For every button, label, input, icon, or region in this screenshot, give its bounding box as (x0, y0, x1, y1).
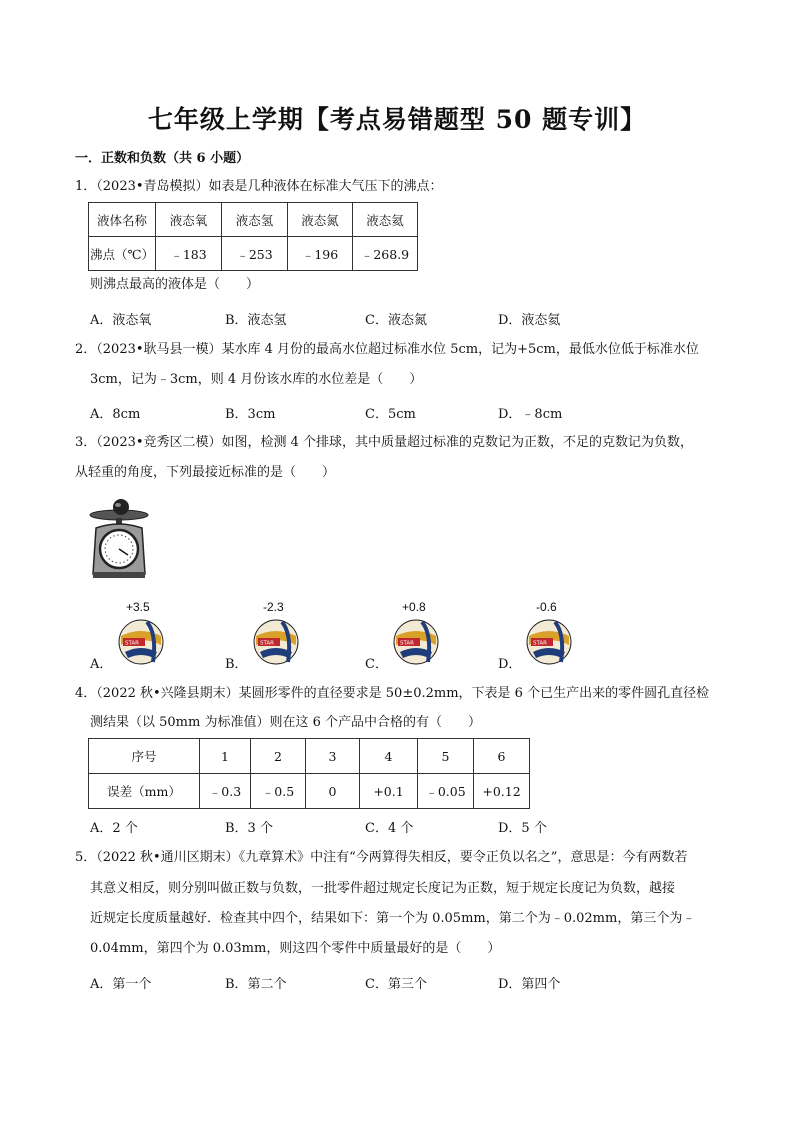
q1-question: 则沸点最高的液体是（ ） (90, 277, 260, 292)
q4-row-cell: +0.1 (360, 774, 418, 809)
q2-option-a: A．8cm (90, 407, 141, 422)
ball-weight-label: +3.5 (126, 600, 150, 614)
ball-weight-label: -0.6 (536, 600, 557, 614)
q4-header-cell: 序号 (89, 739, 200, 774)
q4-option-b: B．3 个 (225, 821, 273, 836)
q1-option-a: A．液态氧 (90, 313, 152, 328)
q1-row-cell: ﹣183 (156, 237, 222, 271)
q1-header-cell: 液态氮 (288, 203, 353, 237)
q3-option-letter: C． (365, 657, 388, 672)
q4-header-cell: 2 (251, 739, 306, 774)
q3-option-a (90, 600, 190, 670)
q5-option-a: A．第一个 (90, 977, 152, 992)
q5-option-b: B．第二个 (225, 977, 287, 992)
volleyball-icon (117, 618, 165, 666)
q1-row-cell: ﹣196 (288, 237, 353, 271)
q4-header-cell: 1 (200, 739, 251, 774)
ball-weight-label: -2.3 (263, 600, 284, 614)
q5-line-3: 近规定长度质量越好．检查其中四个，结果如下：第一个为 0.05mm，第二个为﹣0.02mm，第三个为﹣ (90, 911, 696, 926)
section-heading: 一．正数和负数（共 6 小题） (75, 151, 250, 166)
scale-image (88, 498, 150, 580)
q4-row-cell: ﹣0.05 (418, 774, 474, 809)
svg-text:STAR: STAR (533, 640, 548, 647)
q5-line-2: 其意义相反，则分别叫做正数与负数，一批零件超过规定长度记为正数，短于规定长度记为负数，越接 (90, 881, 676, 896)
q3-option-letter: B． (225, 657, 248, 672)
q1-row-cell: ﹣268.9 (353, 237, 418, 271)
q4-row-cell: 误差（mm） (89, 774, 200, 809)
svg-text:STAR: STAR (260, 640, 275, 647)
q4-line-1: 4．（2022 秋•兴隆县期末）某圆形零件的直径要求是 50±0.2mm，下表是 6 个已生产出来的零件圆孔直径检 (75, 686, 710, 701)
q3-option-d (498, 600, 598, 670)
q4-option-c: C．4 个 (365, 821, 414, 836)
q4-row-cell: +0.12 (474, 774, 530, 809)
q4-table (88, 738, 530, 809)
q4-header-cell: 5 (418, 739, 474, 774)
q3-option-letter: D． (498, 657, 522, 672)
q3-option-b (225, 600, 325, 670)
volleyball-icon (392, 618, 440, 666)
q4-line-2: 测结果（以 50mm 为标准值）则在这 6 个产品中合格的有（ ） (90, 715, 481, 730)
q2-option-c: C．5cm (365, 407, 416, 422)
q1-header-cell: 液态氢 (222, 203, 288, 237)
q4-header-cell: 4 (360, 739, 418, 774)
q2-option-b: B．3cm (225, 407, 276, 422)
q5-line-4: 0.04mm，第四个为 0.03mm，则这四个零件中质量最好的是（ ） (90, 941, 501, 956)
q4-option-a: A．2 个 (90, 821, 138, 836)
svg-text:STAR: STAR (125, 640, 140, 647)
q1-option-b: B．液态氢 (225, 313, 287, 328)
volleyball-icon (525, 618, 573, 666)
q1-stem: 1．（2023•青岛模拟）如表是几种液体在标准大气压下的沸点： (75, 179, 443, 194)
volleyball-icon (252, 618, 300, 666)
q1-option-d: D．液态氦 (498, 313, 561, 328)
q5-line-1: 5．（2022 秋•通川区期末）《九章算术》中注有“今两算得失相反，要令正负以名之”，意思是：今有两数若 (75, 850, 688, 865)
q4-header-cell: 6 (474, 739, 530, 774)
q5-option-d: D．第四个 (498, 977, 561, 992)
q3-line-2: 从轻重的角度，下列最接近标准的是（ ） (75, 465, 336, 480)
q4-header-cell: 3 (306, 739, 360, 774)
q2-line-2: 3cm，记为﹣3cm，则 4 月份该水库的水位差是（ ） (90, 372, 423, 387)
svg-text:STAR: STAR (400, 640, 415, 647)
q1-header-cell: 液态氧 (156, 203, 222, 237)
q5-option-c: C．第三个 (365, 977, 427, 992)
q2-line-1: 2．（2023•耿马县一模）某水库 4 月份的最高水位超过标准水位 5cm，记为+5cm，最低水位低于标准水位 (75, 342, 699, 357)
q4-row-cell: 0 (306, 774, 360, 809)
q1-header-cell: 液体名称 (89, 203, 156, 237)
q1-header-cell: 液态氦 (353, 203, 418, 237)
q3-option-letter: A． (90, 657, 113, 672)
q1-row-cell: ﹣253 (222, 237, 288, 271)
q1-option-c: C．液态氮 (365, 313, 427, 328)
q3-option-c (365, 600, 465, 670)
q1-row-cell: 沸点（℃） (89, 237, 156, 271)
q1-table (88, 202, 418, 271)
q2-option-d: D．﹣8cm (498, 407, 563, 422)
ball-weight-label: +0.8 (402, 600, 426, 614)
q4-row-cell: ﹣0.3 (200, 774, 251, 809)
q4-row-cell: ﹣0.5 (251, 774, 306, 809)
q3-line-1: 3．（2023•竞秀区二模）如图，检测 4 个排球，其中质量超过标准的克数记为正数，不足的克数记为负数， (75, 435, 694, 450)
page-title: 七年级上学期【考点易错题型 50 题专训】 (147, 105, 647, 134)
q4-option-d: D．5 个 (498, 821, 547, 836)
